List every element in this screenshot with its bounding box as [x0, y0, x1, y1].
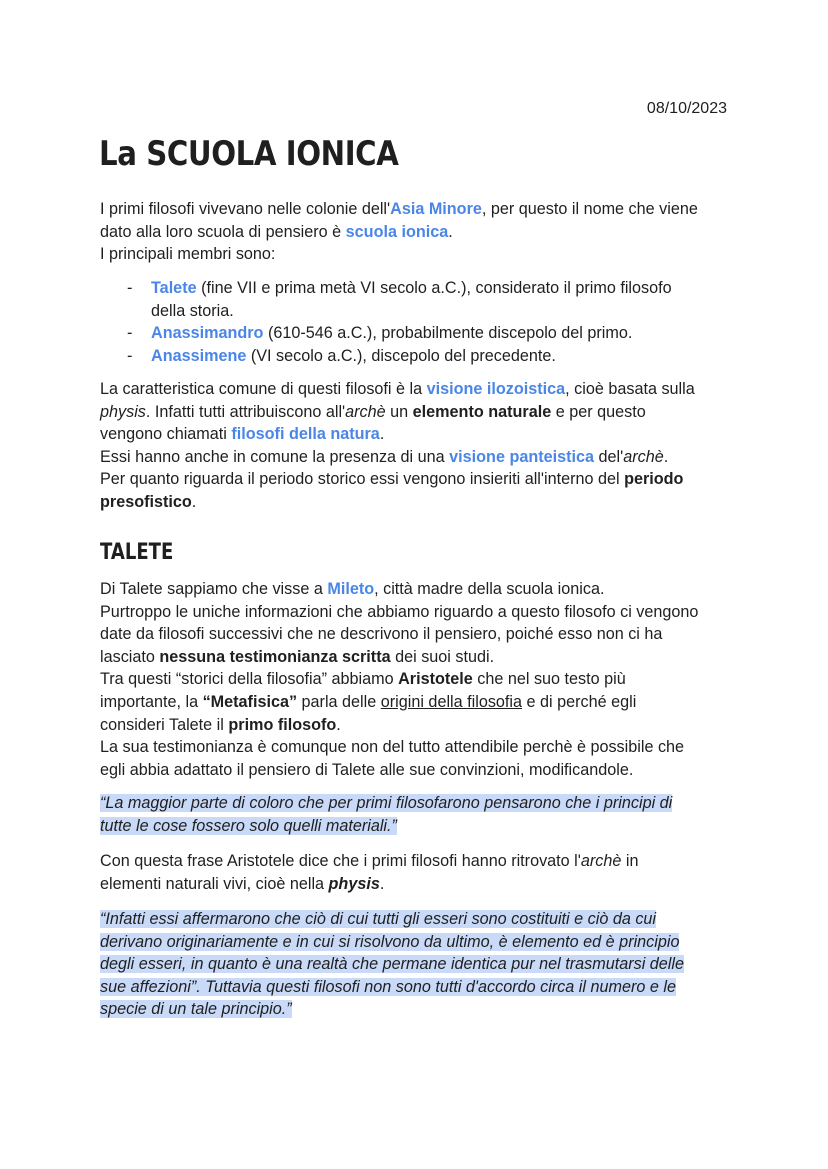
text-run: Aristotele [398, 670, 473, 689]
text-run: presofistico [100, 492, 192, 511]
key-term: Asia Minore [390, 200, 482, 218]
key-term: Anassimene [151, 346, 247, 365]
text-run: Purtroppo le uniche informazioni che abbiamo riguardo a questo filosofo ci vengono [100, 602, 699, 621]
text-run: Per quanto riguarda il periodo storico essi vengono insieriti all'interno del [100, 470, 625, 489]
text-line [100, 998, 684, 1021]
text-run: archè [623, 447, 664, 466]
text-run: I primi filosofi vivevano nelle colonie dell' [100, 200, 391, 218]
text-run: archè [345, 402, 386, 421]
quote-text: derivano originariamente e in cui si risolvono da ultimo, è elemento ed è principio [100, 932, 680, 951]
text-run: I principali membri sono: [100, 245, 276, 264]
text-run: elementi naturali vivi, cioè nella [100, 874, 329, 893]
text-run: del' [594, 447, 624, 466]
text-line [100, 759, 698, 782]
text-run: in [621, 852, 639, 870]
text-run: . [663, 447, 669, 466]
text-run: e per questo [551, 402, 646, 421]
text-line [100, 714, 698, 737]
text-run: Tra questi “storici della filosofia” abbiamo [100, 670, 399, 689]
text-run: un [385, 402, 413, 421]
key-term: filosofi della natura [231, 425, 380, 444]
text-run: , per questo il nome che viene [481, 200, 698, 218]
intro-paragraph [100, 198, 698, 266]
quote-text: “Infatti essi affermarono che ciò di cui tutti gli esseri sono costituiti e ciò da cui [100, 910, 657, 928]
text-line [151, 345, 672, 368]
quote-text: specie di un tale principio.” [100, 1000, 292, 1019]
text-run: periodo [624, 470, 684, 489]
quote-text: tutte le cose fossero solo quelli materiali.” [100, 816, 397, 835]
list-dash: - [127, 324, 133, 343]
text-line [100, 908, 684, 931]
text-run: , città madre della scuola ionica. [374, 580, 605, 598]
text-line [100, 736, 698, 759]
text-line [100, 815, 672, 838]
quote-2-paragraph [100, 908, 684, 1021]
text-run: importante, la [100, 692, 203, 711]
text-run: (VI secolo a.C.), discepolo del precedente. [246, 346, 556, 365]
text-line [100, 491, 695, 514]
text-run: parla delle [297, 692, 381, 711]
key-term: Talete [151, 279, 197, 297]
text-line [100, 873, 638, 896]
quote-1-paragraph [100, 792, 672, 837]
talete-bio-paragraph [100, 578, 698, 781]
quote-text: sue affezioni”. Tuttavia questi filosofi non sono tutti d'accordo circa il numero e le [100, 977, 676, 996]
text-line [100, 976, 684, 999]
text-run: . [379, 425, 385, 444]
key-term: visione panteistica [449, 447, 595, 466]
text-run: (610-546 a.C.), probabilmente discepolo del primo. [263, 324, 633, 343]
text-line [100, 953, 684, 976]
text-run: della storia. [151, 301, 234, 320]
text-run: Essi hanno anche in comune la presenza di una [100, 447, 450, 466]
text-run: e di perché egli [522, 692, 637, 711]
text-run: . Infatti tutti attribuiscono all' [145, 402, 346, 421]
text-line [151, 300, 672, 323]
text-line [100, 623, 698, 646]
text-run: elemento naturale [412, 402, 552, 421]
text-run: egli abbia adattato il pensiero di Talete alle sue convinzioni, modificandole. [100, 760, 634, 779]
text-run: . [336, 715, 341, 734]
text-line [100, 578, 698, 601]
members-list [100, 277, 672, 367]
text-run: consideri Talete il [100, 715, 229, 734]
text-run: Con questa frase Aristotele dice che i primi filosofi hanno ritrovato l' [100, 852, 581, 870]
text-run: nessuna testimonianza scritta [159, 647, 391, 666]
text-run: “Metafisica” [202, 692, 298, 711]
text-run: Di Talete sappiamo che visse a [100, 580, 328, 598]
text-line [100, 198, 698, 221]
text-run: , cioè basata sulla [565, 380, 695, 398]
text-line [100, 243, 698, 266]
text-line [151, 277, 672, 300]
page-title: La SCUOLA IONICA [99, 134, 399, 174]
text-line [100, 792, 672, 815]
text-run: dato alla loro scuola di pensiero è [100, 222, 346, 241]
text-run: archè [580, 852, 622, 870]
text-run: lasciato [100, 647, 160, 666]
text-run: origini della filosofia [380, 692, 523, 711]
text-run: . [448, 222, 453, 241]
quote-text: degli esseri, in quanto è una realtà che permane identica pur nel trasmutarsi delle [100, 955, 684, 974]
text-run: primo filosofo [228, 715, 337, 734]
text-line [100, 221, 698, 244]
text-line [100, 931, 684, 954]
list-item [100, 322, 672, 345]
text-run: La caratteristica comune di questi filosofi è la [100, 380, 427, 398]
comment-paragraph [100, 850, 638, 895]
text-line [100, 850, 638, 873]
list-item [100, 277, 672, 322]
key-term: Mileto [327, 580, 375, 598]
text-line [100, 691, 698, 714]
document-date: 08/10/2023 [646, 100, 727, 117]
text-line [100, 378, 695, 401]
text-run: physis [100, 402, 146, 421]
characteristics-paragraph [100, 378, 695, 514]
text-run: che nel suo testo più [472, 670, 626, 689]
text-line [100, 423, 695, 446]
text-line [151, 322, 672, 345]
text-run: . [191, 492, 197, 511]
list-item [100, 345, 672, 368]
key-term: scuola ionica [345, 222, 449, 241]
text-line [100, 468, 695, 491]
section-heading-talete: TALETE [100, 540, 174, 565]
text-run: . [379, 874, 385, 893]
list-dash: - [127, 346, 133, 365]
text-run: dei suoi studi. [390, 647, 495, 666]
text-run: La sua testimonianza è comunque non del tutto attendibile perchè è possibile che [100, 738, 685, 757]
text-line [100, 601, 698, 624]
key-term: visione ilozoistica [426, 380, 566, 398]
text-line [100, 446, 695, 469]
text-run: vengono chiamati [100, 425, 232, 444]
text-run: (fine VII e prima metà VI secolo a.C.), considerato il primo filosofo [196, 279, 672, 297]
text-line [100, 401, 695, 424]
text-run: date da filosofi successivi che ne descrivono il pensiero, poiché esso non ci ha [100, 625, 663, 644]
list-dash: - [127, 279, 133, 297]
text-run: physis [328, 874, 380, 893]
key-term: Anassimandro [151, 324, 264, 343]
text-line [100, 646, 698, 669]
quote-text: “La maggior parte di coloro che per primi filosofarono pensarono che i principi di [100, 794, 673, 812]
text-line [100, 668, 698, 691]
